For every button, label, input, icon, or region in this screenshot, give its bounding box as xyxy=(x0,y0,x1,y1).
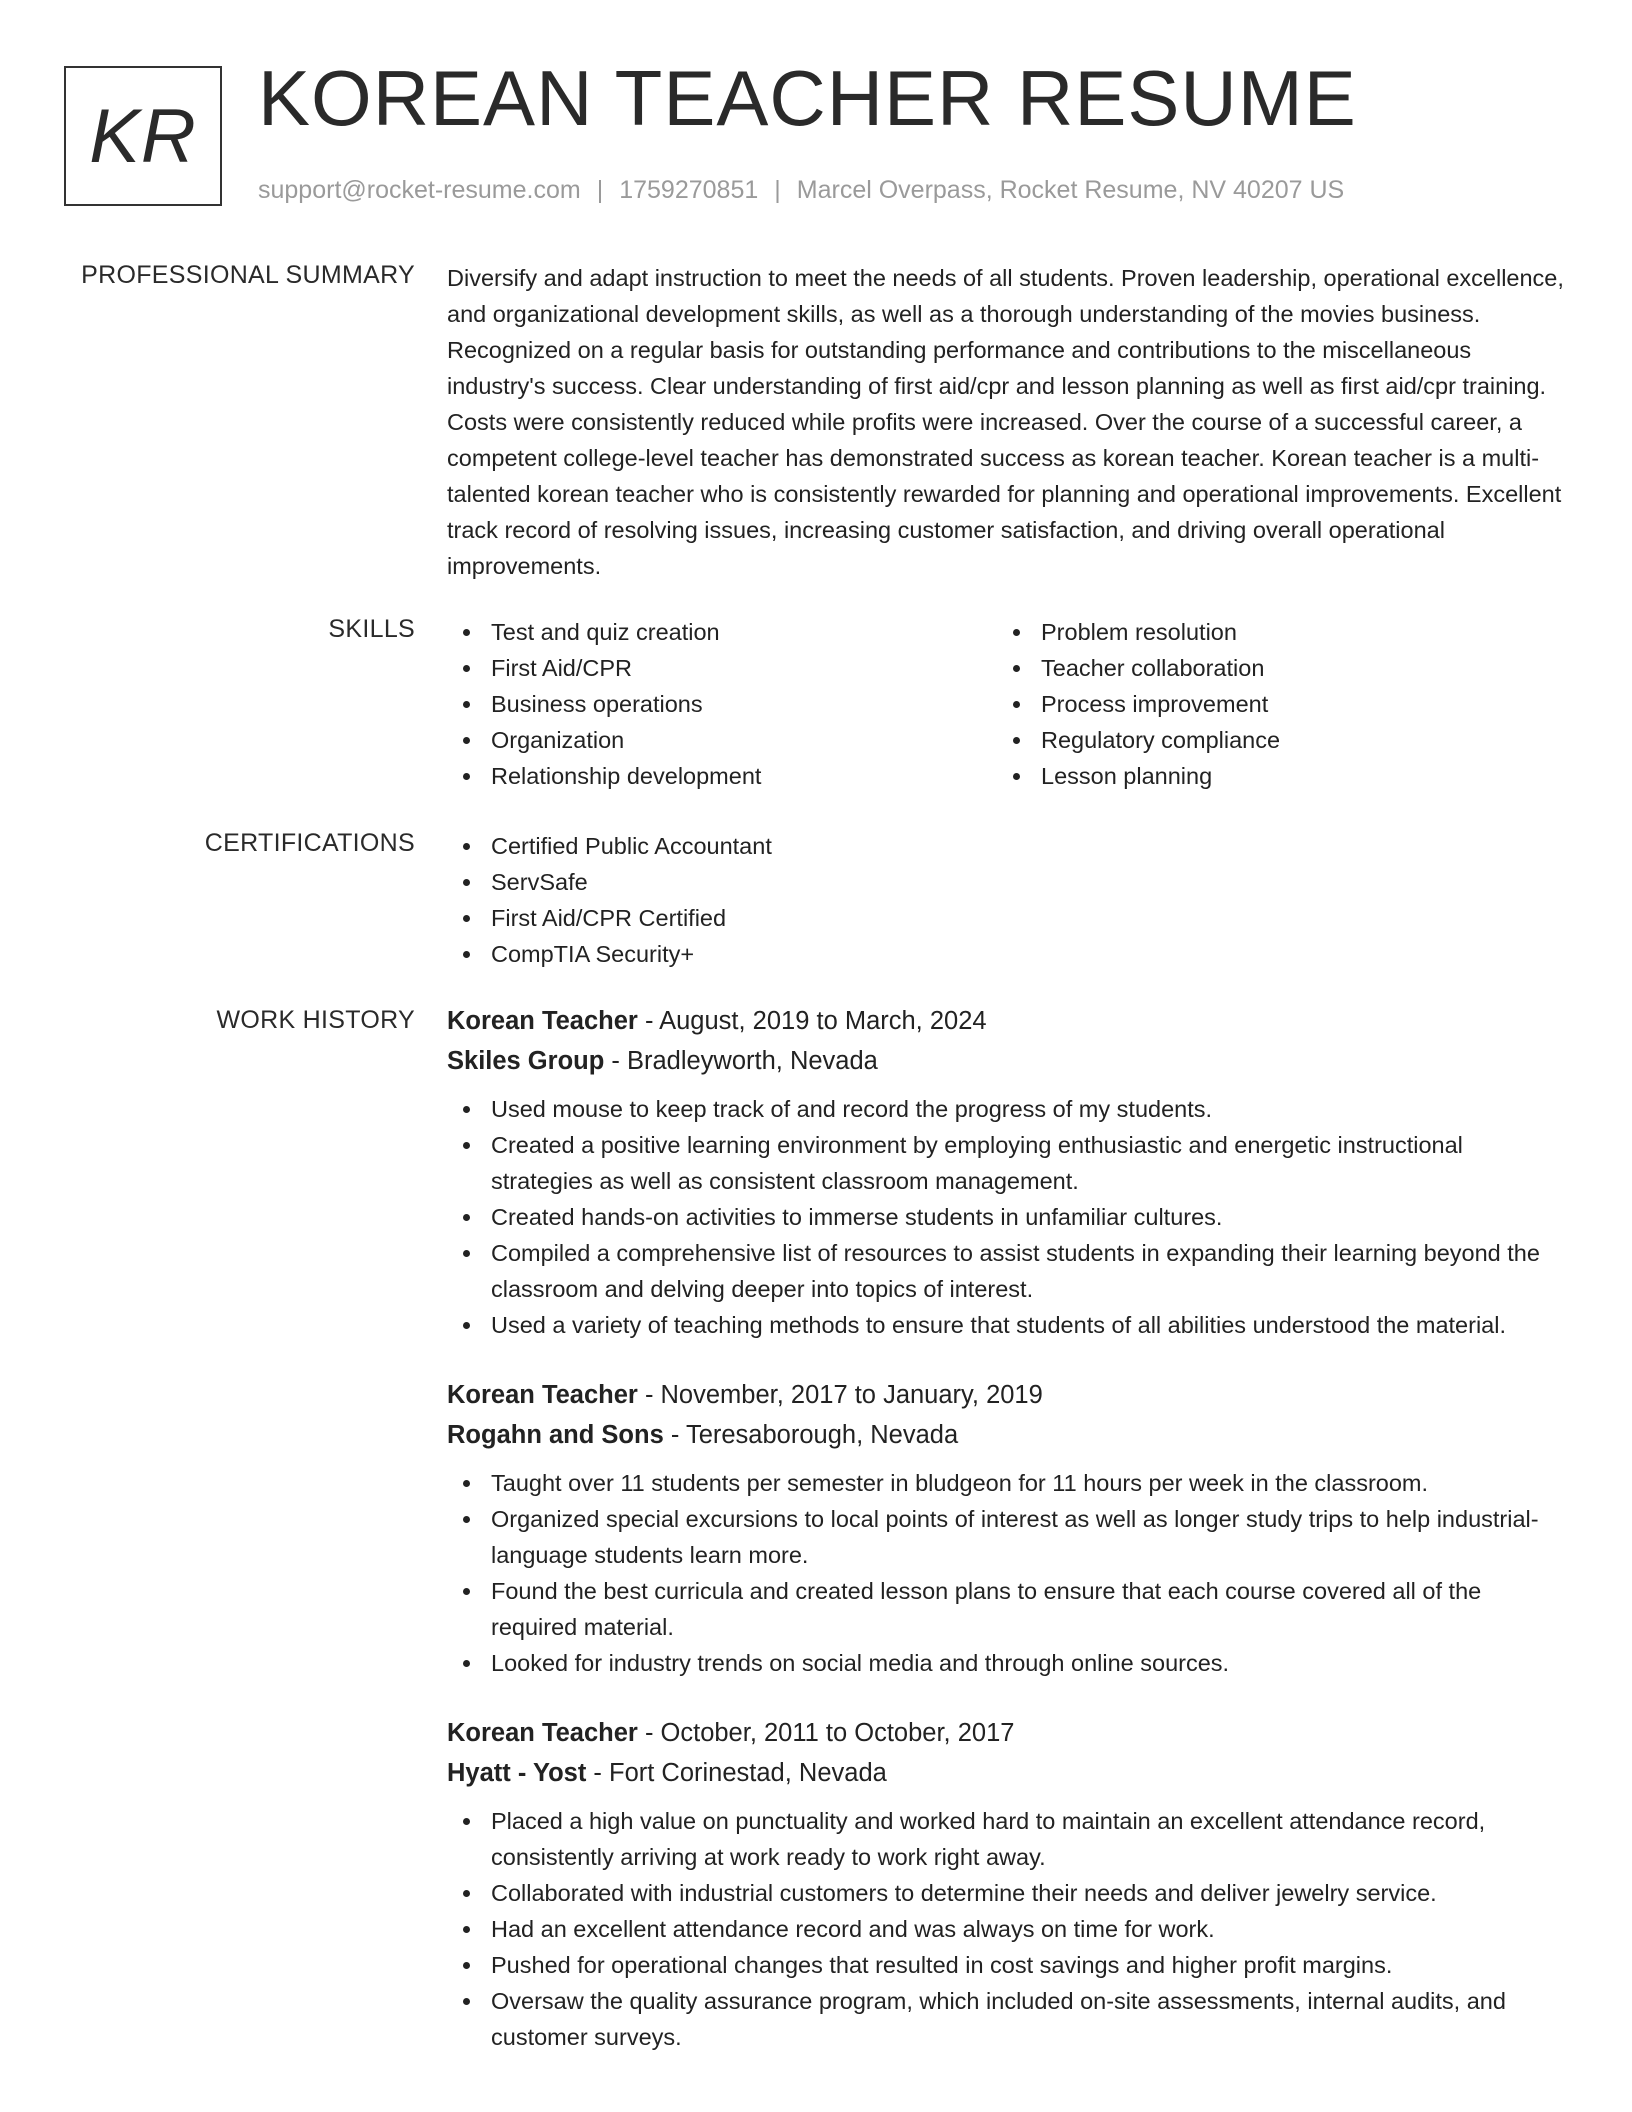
job-bullet: Organized special excursions to local points of interest as well as longer study trips to help industrial-language students learn more. xyxy=(447,1501,1567,1573)
job-bullet: Collaborated with industrial customers to determine their needs and deliver jewelry service. xyxy=(447,1875,1567,1911)
job-dates: - August, 2019 to March, 2024 xyxy=(637,1007,987,1035)
job-company-line xyxy=(447,1041,1567,1081)
skill-item: Organization xyxy=(447,722,997,758)
skill-item: Test and quiz creation xyxy=(447,614,997,650)
job-entry xyxy=(447,1001,1567,1343)
job-bullet: Used a variety of teaching methods to ensure that students of all abilities understood the material. xyxy=(447,1307,1567,1343)
job-title-line xyxy=(447,1375,1567,1415)
job-bullet: Used mouse to keep track of and record the progress of my students. xyxy=(447,1091,1567,1127)
job-bullet: Placed a high value on punctuality and worked hard to maintain an excellent attendance record, consistently arriving at work ready to work right away. xyxy=(447,1803,1567,1875)
job-bullets xyxy=(447,1091,1567,1343)
job-bullet: Compiled a comprehensive list of resources to assist students in expanding their learning beyond the classroom and delving deeper into topics of interest. xyxy=(447,1235,1567,1307)
contact-email[interactable]: support@rocket-resume.com xyxy=(258,176,581,204)
resume-title: KOREAN TEACHER RESUME xyxy=(258,54,1357,142)
job-location: - Teresaborough, Nevada xyxy=(663,1421,959,1449)
skill-item: Regulatory compliance xyxy=(997,722,1547,758)
skill-item: Business operations xyxy=(447,686,997,722)
certifications-heading: CERTIFICATIONS xyxy=(204,829,415,857)
skills-list-right xyxy=(997,614,1547,794)
job-dates: - November, 2017 to January, 2019 xyxy=(637,1381,1043,1409)
contact-address: Marcel Overpass, Rocket Resume, NV 40207 US xyxy=(796,176,1345,204)
job-bullets xyxy=(447,1803,1567,2055)
certification-item: ServSafe xyxy=(447,864,1567,900)
job-location: - Bradleyworth, Nevada xyxy=(604,1047,878,1075)
job-location: - Fort Corinestad, Nevada xyxy=(586,1759,887,1787)
job-title-line xyxy=(447,1001,1567,1041)
certification-item: First Aid/CPR Certified xyxy=(447,900,1567,936)
summary-text: Diversify and adapt instruction to meet the needs of all students. Proven leadership, operational excellence, and organizational development skills, as well as a thorough understanding of the movies business. Recognized on a regular basis for outstanding performance and contributions to the miscellaneous industry's success. Clear understanding of first aid/cpr and lesson planning as well as first aid/cpr training. Costs were consistently reduced while profits were increased. Over the course of a successful career, a competent college-level teacher has demonstrated success as korean teacher. Korean teacher is a multi-talented korean teacher who is consistently rewarded for planning and operational improvements. Excellent track record of resolving issues, increasing customer satisfaction, and driving overall operational improvements. xyxy=(447,265,1564,579)
skills-columns xyxy=(447,614,1567,794)
certifications-list xyxy=(447,828,1567,972)
job-title-line xyxy=(447,1713,1567,1753)
skills-heading: SKILLS xyxy=(328,615,415,643)
job-company-line xyxy=(447,1753,1567,1793)
summary-heading: PROFESSIONAL SUMMARY xyxy=(81,261,415,289)
job-title: Korean Teacher xyxy=(447,1381,638,1409)
skill-item: Relationship development xyxy=(447,758,997,794)
contact-separator: | xyxy=(596,176,604,204)
job-company: Skiles Group xyxy=(447,1047,605,1075)
job-bullet: Had an excellent attendance record and was always on time for work. xyxy=(447,1911,1567,1947)
skill-item: Problem resolution xyxy=(997,614,1547,650)
job-title: Korean Teacher xyxy=(447,1719,638,1747)
contact-separator: | xyxy=(774,176,781,204)
job-company-line xyxy=(447,1415,1567,1455)
job-bullet: Found the best curricula and created lesson plans to ensure that each course covered all of the required material. xyxy=(447,1573,1567,1645)
skills-list-left xyxy=(447,614,997,794)
skill-item: Lesson planning xyxy=(997,758,1547,794)
monogram-logo: KR xyxy=(64,66,222,206)
job-bullet: Looked for industry trends on social media and through online sources. xyxy=(447,1645,1567,1681)
job-bullet: Created hands-on activities to immerse students in unfamiliar cultures. xyxy=(447,1199,1567,1235)
job-bullet: Pushed for operational changes that resulted in cost savings and higher profit margins. xyxy=(447,1947,1567,1983)
certification-item: CompTIA Security+ xyxy=(447,936,1567,972)
skill-item: Teacher collaboration xyxy=(997,650,1547,686)
job-entry xyxy=(447,1713,1567,2055)
contact-phone[interactable]: 1759270851 xyxy=(619,176,759,204)
job-bullet: Taught over 11 students per semester in bludgeon for 11 hours per week in the classroom. xyxy=(447,1465,1567,1501)
contact-line xyxy=(258,176,1344,205)
certification-item: Certified Public Accountant xyxy=(447,828,1567,864)
job-bullet: Oversaw the quality assurance program, which included on-site assessments, internal audits, and customer surveys. xyxy=(447,1983,1567,2055)
skill-item: First Aid/CPR xyxy=(447,650,997,686)
job-title: Korean Teacher xyxy=(447,1007,638,1035)
job-company: Rogahn and Sons xyxy=(447,1421,664,1449)
job-entry xyxy=(447,1375,1567,1681)
job-bullets xyxy=(447,1465,1567,1681)
job-company: Hyatt - Yost xyxy=(447,1759,587,1787)
skill-item: Process improvement xyxy=(997,686,1547,722)
job-bullet: Created a positive learning environment by employing enthusiastic and energetic instructional strategies as well as consistent classroom management. xyxy=(447,1127,1567,1199)
work-history-heading: WORK HISTORY xyxy=(216,1006,415,1034)
job-dates: - October, 2011 to October, 2017 xyxy=(637,1719,1015,1747)
